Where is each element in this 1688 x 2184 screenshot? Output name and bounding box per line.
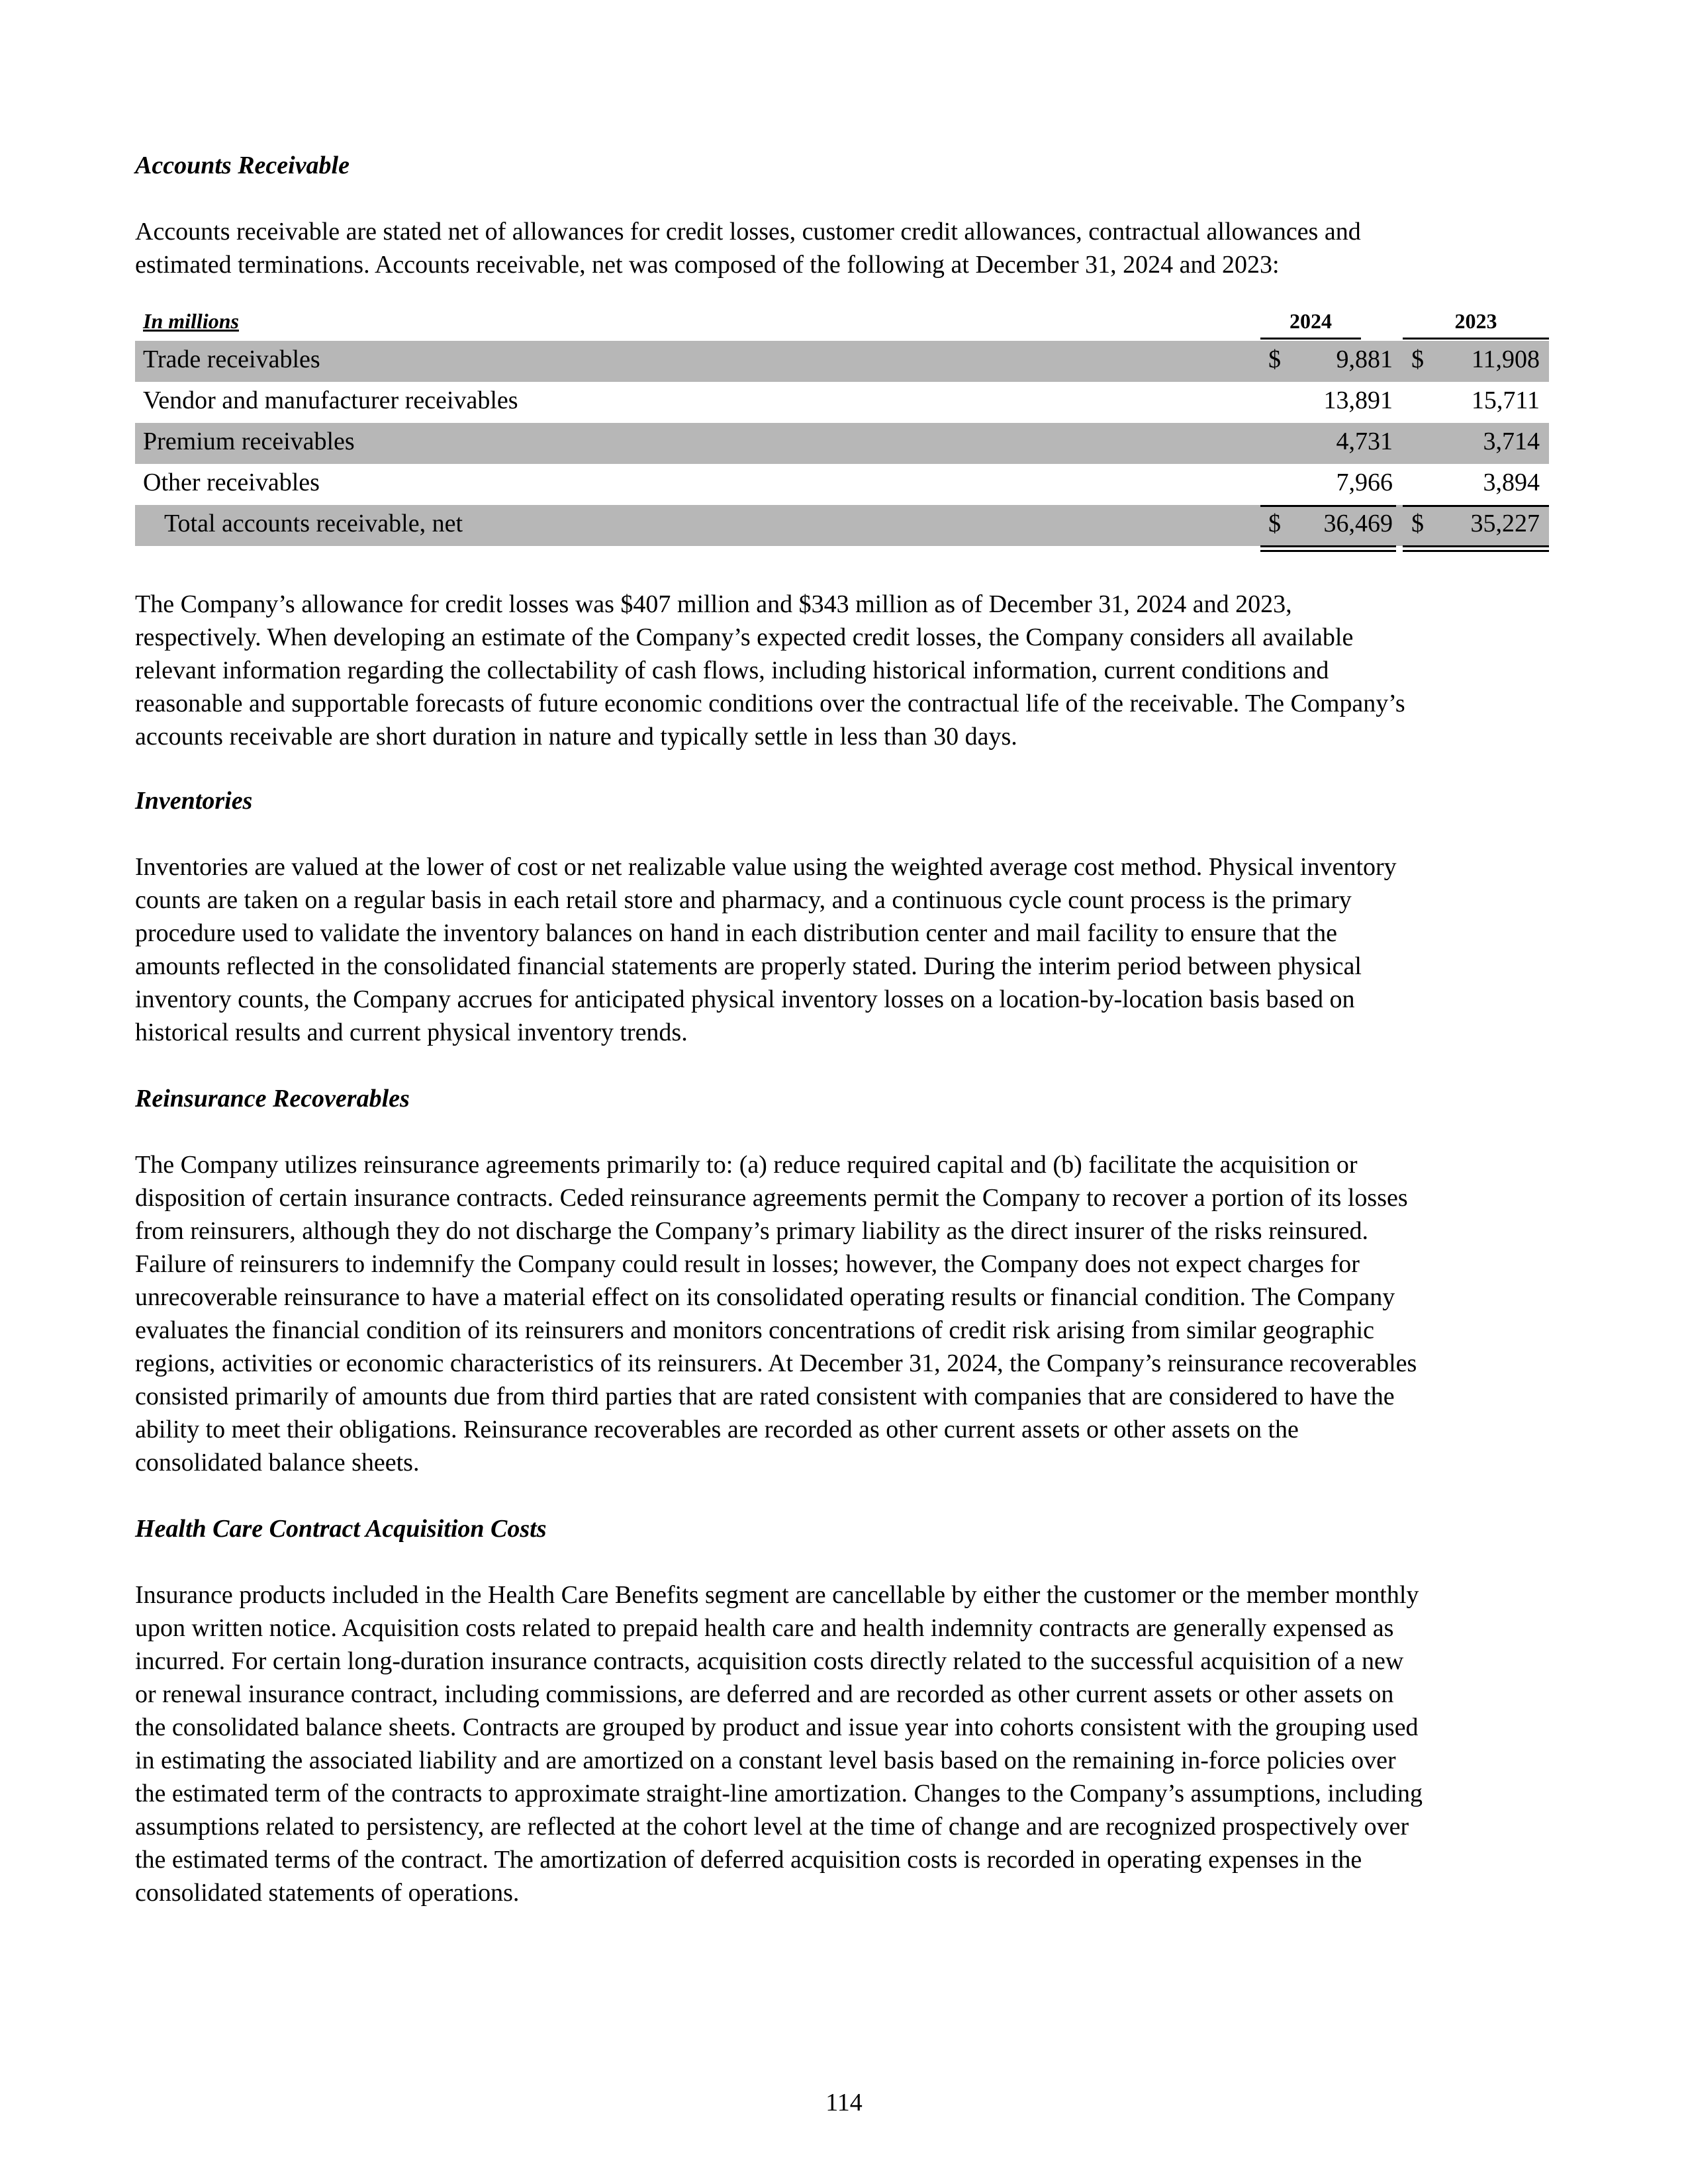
- currency-symbol: $: [1411, 345, 1424, 373]
- paragraph-line: the consolidated balance sheets. Contracts are grouped by product and issue year into cohorts consistent with the grouping used: [135, 1713, 1419, 1741]
- acquisition-costs-paragraph: [135, 1578, 1549, 1909]
- value-2024: 13,891: [1323, 387, 1393, 414]
- table-row: [135, 464, 1549, 505]
- inventories-paragraph: [135, 850, 1549, 1049]
- paragraph-line: upon written notice. Acquisition costs related to prepaid health care and health indemnity contracts are generally expensed as: [135, 1614, 1394, 1642]
- paragraph-line: ability to meet their obligations. Reinsurance recoverables are recorded as other current assets or other assets on the: [135, 1416, 1299, 1443]
- row-label: Other receivables: [143, 469, 320, 496]
- heading-acquisition-costs: Health Care Contract Acquisition Costs: [135, 1515, 547, 1543]
- paragraph-line: respectively. When developing an estimate of the Company’s expected credit losses, the Company considers all available: [135, 623, 1354, 651]
- paragraph-line: the estimated terms of the contract. The amortization of deferred acquisition costs is recorded in operating expenses in the: [135, 1846, 1362, 1874]
- paragraph-line: accounts receivable are short duration in nature and typically settle in less than 30 days.: [135, 723, 1017, 751]
- value-2023: 11,908: [1471, 345, 1540, 373]
- paragraph-line: in estimating the associated liability and are amortized on a constant level basis based on the remaining in-force policies over: [135, 1747, 1396, 1774]
- heading-inventories: Inventories: [135, 787, 253, 815]
- ar-allowance-paragraph: [135, 588, 1549, 753]
- heading-reinsurance-recoverables: Reinsurance Recoverables: [135, 1085, 410, 1113]
- paragraph-line: consolidated statements of operations.: [135, 1879, 520, 1907]
- receivables-table: [135, 308, 1549, 546]
- table-row: [135, 382, 1549, 423]
- paragraph-line: The Company utilizes reinsurance agreements primarily to: (a) reduce required capital and (b) facilitate the acquisition or: [135, 1151, 1358, 1179]
- paragraph-line: consolidated balance sheets.: [135, 1449, 420, 1477]
- row-label: Vendor and manufacturer receivables: [143, 387, 518, 414]
- subtotal-rule: [1260, 505, 1396, 507]
- table-row: [135, 423, 1549, 464]
- paragraph-line: Inventories are valued at the lower of cost or net realizable value using the weighted average cost method. Physical inventory: [135, 853, 1397, 881]
- paragraph-line: disposition of certain insurance contracts. Ceded reinsurance agreements permit the Company to recover a portion of its losses: [135, 1184, 1408, 1212]
- heading-accounts-receivable: Accounts Receivable: [135, 152, 350, 179]
- value-2023: 3,714: [1483, 428, 1540, 455]
- paragraph-line: regions, activities or economic characteristics of its reinsurers. At December 31, 2024, the Company’s reinsurance recoverables: [135, 1349, 1417, 1377]
- paragraph-line: inventory counts, the Company accrues for anticipated physical inventory losses on a location-by-location basis based on: [135, 985, 1355, 1013]
- page-number: 114: [825, 2089, 863, 2116]
- paragraph-line: procedure used to validate the inventory balances on hand in each distribution center and mail facility to ensure that the: [135, 919, 1337, 947]
- paragraph-line: amounts reflected in the consolidated financial statements are properly stated. During the interim period between physical: [135, 952, 1362, 980]
- value-2024: 36,469: [1323, 510, 1393, 537]
- paragraph-line: Accounts receivable are stated net of allowances for credit losses, customer credit allowances, contractual allowances and: [135, 218, 1361, 246]
- paragraph-line: reasonable and supportable forecasts of future economic conditions over the contractual life of the receivable. The Company’s: [135, 690, 1405, 717]
- paragraph-line: unrecoverable reinsurance to have a material effect on its consolidated operating results or financial condition. The Company: [135, 1283, 1395, 1311]
- paragraph-line: counts are taken on a regular basis in each retail store and pharmacy, and a continuous cycle count process is the primary: [135, 886, 1352, 914]
- value-2024: 7,966: [1336, 469, 1393, 496]
- paragraph-line: incurred. For certain long-duration insurance contracts, acquisition costs directly related to the successful acquisition of a new: [135, 1647, 1404, 1675]
- total-double-rule: [1260, 545, 1396, 552]
- value-2023: 3,894: [1483, 469, 1540, 496]
- paragraph-line: assumptions related to persistency, are reflected at the cohort level at the time of change and are recognized prospectively over: [135, 1813, 1409, 1841]
- currency-symbol: $: [1411, 510, 1424, 537]
- table-header-row: [135, 308, 1549, 341]
- value-2023: 15,711: [1471, 387, 1540, 414]
- reinsurance-paragraph: [135, 1148, 1549, 1479]
- paragraph-line: estimated terminations. Accounts receivable, net was composed of the following at December 31, 2024 and 2023:: [135, 251, 1280, 279]
- ar-intro-paragraph: [135, 215, 1549, 281]
- paragraph-line: Insurance products included in the Health Care Benefits segment are cancellable by either the customer or the member monthly: [135, 1581, 1419, 1609]
- currency-symbol: $: [1268, 510, 1281, 537]
- row-label: Trade receivables: [143, 345, 320, 373]
- paragraph-line: consisted primarily of amounts due from third parties that are rated consistent with companies that are considered to have the: [135, 1383, 1395, 1410]
- paragraph-line: the estimated term of the contracts to approximate straight-line amortization. Changes to the Company’s assumptions, including: [135, 1780, 1423, 1807]
- value-2024: 4,731: [1336, 428, 1393, 455]
- value-2023: 35,227: [1470, 510, 1540, 537]
- table-total-row: [135, 505, 1549, 546]
- paragraph-line: The Company’s allowance for credit losses was $407 million and $343 million as of December 31, 2024 and 2023,: [135, 590, 1292, 618]
- subtotal-rule: [1403, 505, 1549, 507]
- table-row: [135, 341, 1549, 382]
- table-units-label: In millions: [143, 309, 239, 333]
- paragraph-line: from reinsurers, although they do not discharge the Company’s primary liability as the direct insurer of the risks reinsured.: [135, 1217, 1368, 1245]
- row-label: Total accounts receivable, net: [164, 510, 463, 537]
- column-header-2023: 2023: [1403, 309, 1549, 340]
- paragraph-line: historical results and current physical inventory trends.: [135, 1019, 688, 1046]
- currency-symbol: $: [1268, 345, 1281, 373]
- paragraph-line: evaluates the financial condition of its reinsurers and monitors concentrations of credit risk arising from similar geographic: [135, 1316, 1375, 1344]
- value-2024: 9,881: [1336, 345, 1393, 373]
- paragraph-line: or renewal insurance contract, including commissions, are deferred and are recorded as other current assets or other assets on: [135, 1680, 1394, 1708]
- column-header-2024: 2024: [1260, 309, 1361, 340]
- row-label: Premium receivables: [143, 428, 355, 455]
- total-double-rule: [1403, 545, 1549, 552]
- paragraph-line: relevant information regarding the collectability of cash flows, including historical information, current conditions and: [135, 657, 1329, 684]
- paragraph-line: Failure of reinsurers to indemnify the Company could result in losses; however, the Company does not expect charges for: [135, 1250, 1360, 1278]
